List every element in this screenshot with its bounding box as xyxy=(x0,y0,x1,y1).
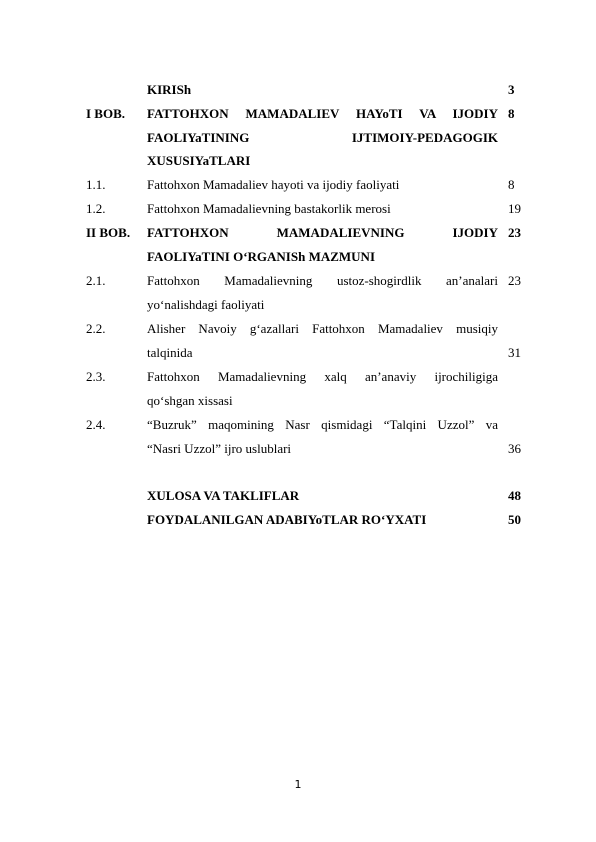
toc-entry-title-line: “Buzruk” maqomining Nasr qismidagi “Talqini Uzzol” va xyxy=(147,417,498,432)
toc-entry-number: 1.2. xyxy=(86,201,106,216)
toc-entry-page: 48 xyxy=(508,488,521,503)
toc-entry-page: 19 xyxy=(508,201,521,216)
page-number: 1 xyxy=(294,778,302,791)
toc-entry-page: 3 xyxy=(508,82,515,97)
toc-entry-title-line: FAOLIYaTINING IJTIMOIY-PEDAGOGIK xyxy=(147,130,498,145)
toc-entry-title-line: qo‘shgan xissasi xyxy=(147,393,233,408)
toc-entry-title: KIRISh xyxy=(147,82,192,97)
toc-entry-title: XULOSA VA TAKLIFLAR xyxy=(147,488,300,503)
toc-entry-page: 36 xyxy=(508,441,521,456)
toc-entry-number: 2.2. xyxy=(86,321,106,336)
toc-entry-title-line: Alisher Navoiy g‘azallari Fattohxon Mamadaliev musiqiy xyxy=(147,321,498,336)
toc-entry-title: Fattohxon Mamadalievning bastakorlik merosi xyxy=(147,201,391,216)
toc-entry-title-line: “Nasri Uzzol” ijro uslublari xyxy=(147,441,292,456)
toc-entry-number: 2.3. xyxy=(86,369,106,384)
toc-entry-page: 8 xyxy=(508,106,515,121)
toc-entry-page: 50 xyxy=(508,512,521,527)
toc-entry-title-line: FAOLIYaTINI O‘RGANISh MAZMUNI xyxy=(147,249,376,264)
toc-entry-title-line: FATTOHXON MAMADALIEV HAYoTI VA IJODIY xyxy=(147,106,498,121)
toc-entry-page: 23 xyxy=(508,273,521,288)
toc-entry-title-line: Fattohxon Mamadalievning xalq an’anaviy ijrochiligiga xyxy=(147,369,498,384)
toc-entry-title-line: talqinida xyxy=(147,345,193,360)
toc-entry-page: 8 xyxy=(508,177,515,192)
toc-entry-page: 23 xyxy=(508,225,521,240)
toc-entry-number: 2.1. xyxy=(86,273,106,288)
toc-entry-title: Fattohxon Mamadaliev hayoti va ijodiy faoliyati xyxy=(147,177,400,192)
toc-entry-page: 31 xyxy=(508,345,521,360)
toc-entry-number: II BOB. xyxy=(86,225,131,240)
toc-entry-number: 2.4. xyxy=(86,417,106,432)
toc-entry-title-line: FATTOHXON MAMADALIEVNING IJODIY xyxy=(147,225,498,240)
toc-entry-number: I BOB. xyxy=(86,106,126,121)
toc-entry-title-line: XUSUSIYaTLARI xyxy=(147,153,251,168)
toc-entry-number: 1.1. xyxy=(86,177,106,192)
toc-entry-title-line: yo‘nalishdagi faoliyati xyxy=(147,297,265,312)
toc-entry-title: FOYDALANILGAN ADABIYoTLAR RO‘YXATI xyxy=(147,512,427,527)
toc-entry-title-line: Fattohxon Mamadalievning ustoz-shogirdlik an’analari xyxy=(147,273,498,288)
